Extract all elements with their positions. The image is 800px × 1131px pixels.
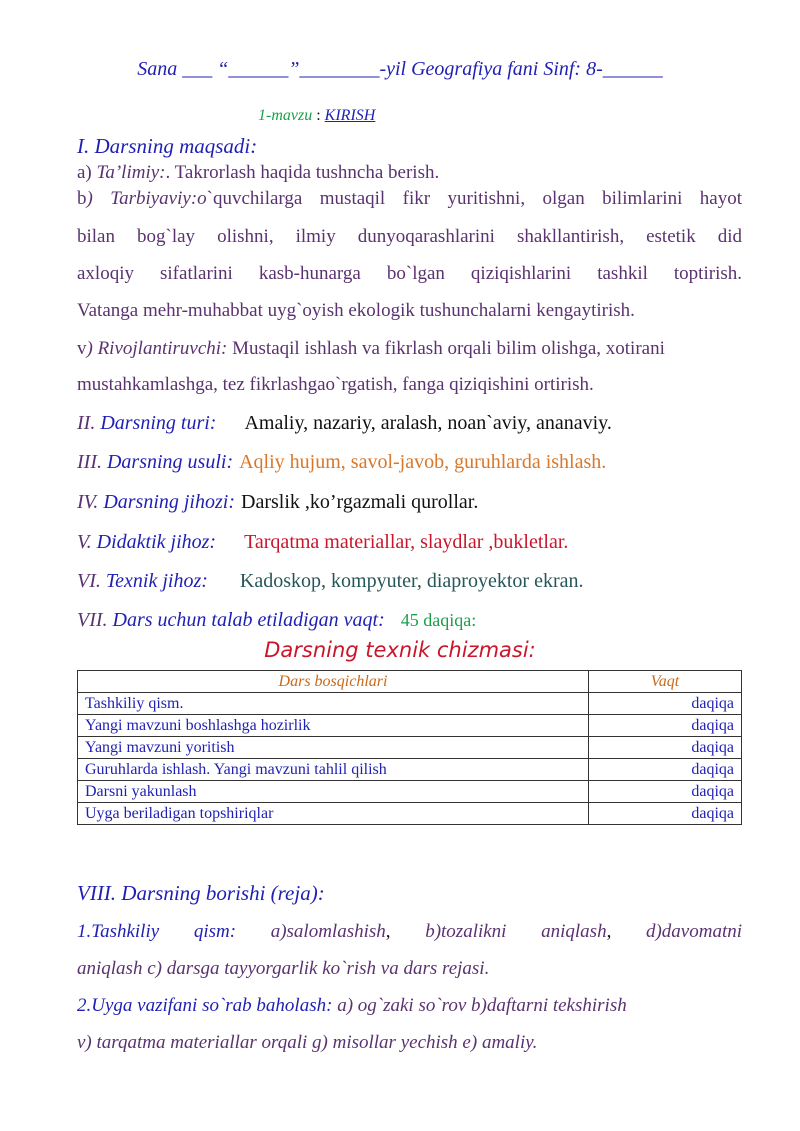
table-row <box>78 715 742 737</box>
plan-1-key: 1.Tashkiliy qism: <box>77 921 237 942</box>
section-7 <box>77 609 476 632</box>
goal-v-line1 <box>77 338 665 360</box>
table-cell-time: daqiqa <box>589 715 742 737</box>
plan-2-key: 2.Uyga vazifani so`rab baholash: <box>77 995 333 1016</box>
goal-v-text: Mustaqil ishlash va fikrlash orqali bilim olishga, xotirani <box>227 338 665 359</box>
goal-v-label: v <box>77 338 87 359</box>
table-cell-stage: Uyga beriladigan topshiriqlar <box>78 803 589 825</box>
section-2-key: Darsning turi: <box>100 412 217 434</box>
section-5-value: Tarqatma materiallar, slaydlar ,bukletlar. <box>244 531 569 553</box>
section-6-num: VI. <box>77 570 106 592</box>
section-5-key: Didaktik jihoz: <box>96 531 217 553</box>
table-cell-time: daqiqa <box>589 781 742 803</box>
goal-v-key: ) Rivojlantiruvchi: <box>86 338 228 359</box>
section-2-num: II. <box>77 412 101 434</box>
table-cell-stage: Tashkiliy qism. <box>78 693 589 715</box>
plan-2-value: a) og`zaki so`rov b)daftarni tekshirish <box>332 995 627 1016</box>
section-2-value: Amaliy, nazariy, aralash, noan`aviy, ananaviy. <box>244 412 612 434</box>
section-7-value: 45 daqiqa: <box>400 610 477 630</box>
goal-b-label: b <box>77 188 87 209</box>
table-cell-stage: Yangi mavzuni boshlashga hozirlik <box>78 715 589 737</box>
table-cell-time: daqiqa <box>589 693 742 715</box>
table-header-stage: Dars bosqichlari <box>78 671 589 693</box>
section-4-key: Darsning jihozi: <box>103 491 235 513</box>
goal-a-text: . Takrorlash haqida tushncha berish. <box>165 162 440 183</box>
goal-b-key: ) Tarbiyaviy:o <box>86 188 207 209</box>
table-row <box>78 781 742 803</box>
section-2 <box>77 412 612 435</box>
table-cell-stage: Darsni yakunlash <box>78 781 589 803</box>
section-3-key: Darsning usuli: <box>106 451 234 473</box>
table-cell-stage: Yangi mavzuni yoritish <box>78 737 589 759</box>
technical-chart-table <box>77 670 742 825</box>
goal-b-line1 <box>77 188 742 210</box>
goal-a-key: Ta’limiy: <box>96 162 166 183</box>
goal-a <box>77 162 439 184</box>
goal-v-line2: mustahkamlashga, tez fikrlashgao`rgatish, fanga qiziqishini ortirish. <box>77 374 594 395</box>
plan-1-d: d)davomatni <box>645 921 743 942</box>
section-3-num: III. <box>77 451 107 473</box>
section-6-key: Texnik jihoz: <box>105 570 208 592</box>
section-4-value: Darslik ,ko’rgazmali qurollar. <box>241 491 479 513</box>
table-row <box>78 803 742 825</box>
section-4-num: IV. <box>77 491 104 513</box>
table-header-row <box>78 671 742 693</box>
table-cell-time: daqiqa <box>589 759 742 781</box>
topic-sep: : <box>312 107 325 124</box>
section-7-key: Dars uchun talab etiladigan vaqt: <box>112 609 385 631</box>
topic-prefix: 1-mavzu <box>258 107 313 124</box>
goal-b-text: `quvchilarga mustaqil fikr yuritishni, olgan bilimlarini hayot <box>206 188 743 209</box>
plan-2-line1 <box>77 995 627 1017</box>
section-5-num: V. <box>77 531 97 553</box>
plan-1-a: a)salomlashish <box>270 921 386 942</box>
section-4 <box>77 491 478 514</box>
table-cell-time: daqiqa <box>589 803 742 825</box>
section-3 <box>77 451 606 474</box>
plan-2-line2: v) tarqatma materiallar orqali g) misollar yechish e) amaliy. <box>77 1032 538 1053</box>
plan-1-line2: aniqlash c) darsga tayyorgarlik ko`rish va dars rejasi. <box>77 958 490 979</box>
section-1-title: I. Darsning maqsadi: <box>77 134 258 158</box>
goal-b-line4: Vatanga mehr-muhabbat uyg`oyish ekologik tushunchalarni kengaytirish. <box>77 300 635 321</box>
table-row <box>78 737 742 759</box>
table-header-time: Vaqt <box>589 671 742 693</box>
table-row <box>78 693 742 715</box>
plan-title-text: VIII. Darsning borishi (reja): <box>77 881 325 905</box>
plan-title <box>77 881 325 906</box>
section-6 <box>77 570 583 593</box>
table-cell-stage: Guruhlarda ishlash. Yangi mavzuni tahlil qilish <box>78 759 589 781</box>
section-7-num: VII. <box>77 609 113 631</box>
table-cell-time: daqiqa <box>589 737 742 759</box>
table-title: Darsning texnik chizmasi: <box>264 638 536 662</box>
goal-b-line3: axloqiy sifatlarini kasb-hunarga bo`lgan qiziqishlarini tashkil toptirish. <box>77 263 742 284</box>
plan-1-b: b)tozalikni <box>425 921 507 942</box>
date-header: Sana ___ “______”________-yil Geografiya fani Sinf: 8-______ <box>137 58 663 80</box>
section-5 <box>77 531 568 554</box>
goal-b-line2: bilan bog`lay olishni, ilmiy dunyoqarashlarini shakllantirish, estetik did <box>77 226 742 247</box>
section-3-value: Aqliy hujum, savol-javob, guruhlarda ishlash. <box>239 451 607 473</box>
plan-1-line1: 1.Tashkiliy qism: a)salomlashish, b)tozalikni aniqlash, d)davomatni <box>77 921 743 942</box>
topic-title: KIRISH <box>324 107 376 124</box>
topic-line <box>258 107 375 125</box>
plan-1-c: aniqlash <box>541 921 607 942</box>
table-row <box>78 759 742 781</box>
section-6-value: Kadoskop, kompyuter, diaproyektor ekran. <box>239 570 584 592</box>
goal-a-label: a) <box>77 162 97 183</box>
